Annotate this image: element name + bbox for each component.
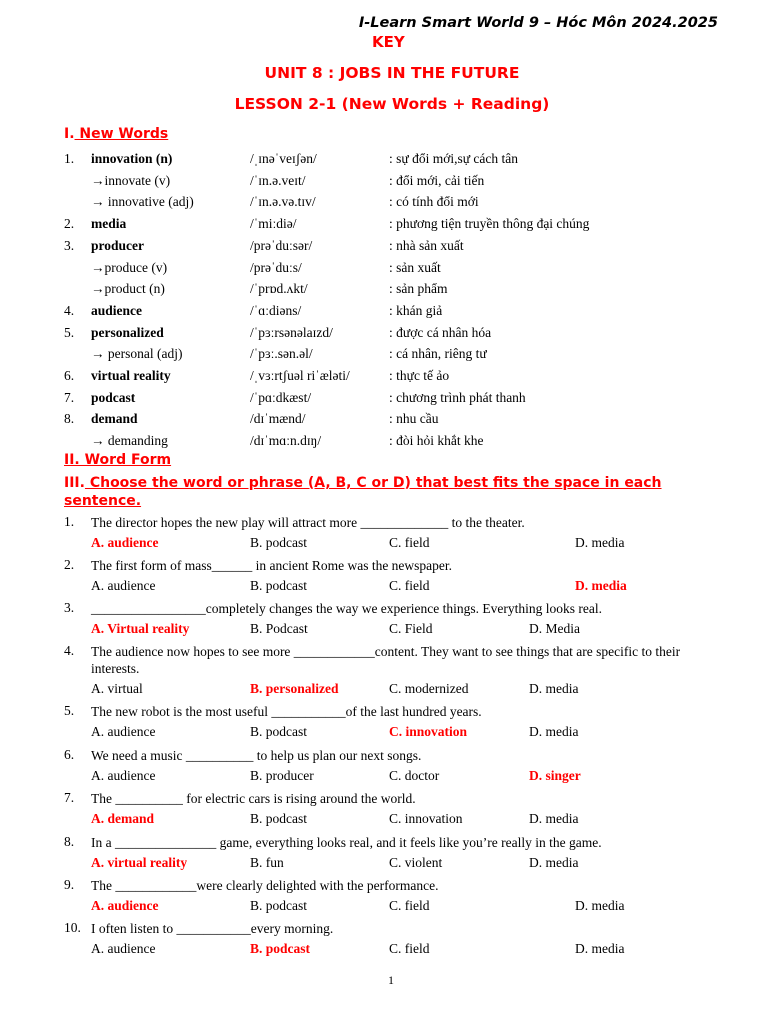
answer-option: C. modernized (389, 681, 469, 696)
answer-options (0, 768, 768, 788)
vocab-ipa: /ˈpɜː.sən.əl/ (250, 346, 313, 362)
question-number: 7. (64, 790, 75, 805)
vocab-row (0, 300, 768, 321)
vocab-meaning: : được cá nhân hóa (389, 324, 492, 340)
vocab-number: 3. (64, 237, 75, 253)
answer-options (0, 578, 768, 598)
section-number: III. (64, 475, 85, 491)
vocab-word-text: podcast (91, 389, 136, 405)
vocab-meaning: : nhà sản xuất (389, 237, 464, 253)
vocab-word-text: demand (91, 411, 138, 427)
vocab-meaning: : khán giả (389, 302, 443, 318)
correct-answer-option: A. virtual reality (91, 855, 188, 870)
question-text: The audience now hopes to see more ____________content. They want to see things that are specific to their interests. (91, 644, 681, 676)
answer-option: C. field (389, 941, 430, 956)
answer-option: D. media (529, 681, 579, 696)
answer-option: A. audience (91, 941, 156, 956)
question-number: 8. (64, 834, 75, 849)
vocab-meaning: : sự đổi mới,sự cách tân (389, 151, 519, 166)
answer-option: B. podcast (250, 811, 307, 826)
vocab-meaning: : phương tiện truyền thông đại chúng (389, 216, 590, 232)
answer-options (0, 724, 768, 744)
vocab-word-text: innovation (n) (91, 151, 173, 166)
vocab-word-text: demanding (104, 433, 168, 449)
vocab-word (91, 191, 194, 212)
vocab-word-text: media (91, 216, 127, 232)
question-text: The ____________were clearly delighted with the performance. (91, 878, 439, 893)
vocab-ipa: /ˌvɜːrtʃuəl riˈæləti/ (250, 368, 350, 383)
key-label: KEY (372, 33, 405, 51)
question-text: _________________completely changes the way we experience things. Everything looks real. (91, 601, 602, 616)
vocab-word-text: virtual reality (91, 368, 171, 383)
vocab-meaning: : có tính đổi mới (389, 194, 479, 210)
answer-option: B. podcast (250, 578, 307, 593)
answer-option: C. doctor (389, 768, 440, 783)
question-number: 3. (64, 600, 75, 615)
answer-option: B. producer (250, 768, 314, 783)
answer-options (0, 811, 768, 831)
question-text: In a _______________ game, everything looks real, and it feels like you’re really in the game. (91, 835, 602, 850)
answer-option: D. media (529, 855, 579, 870)
answer-option: B. podcast (250, 535, 307, 550)
vocab-word (91, 430, 168, 451)
vocab-row (0, 235, 768, 256)
arrow-icon: → (91, 259, 105, 275)
vocab-number: 6. (64, 368, 75, 383)
vocab-number: 1. (64, 151, 75, 166)
vocab-row (0, 278, 768, 299)
document-header: I-Learn Smart World 9 – Hóc Môn 2024.2025 (358, 15, 718, 31)
vocab-word (91, 148, 172, 169)
answer-option: B. podcast (250, 724, 307, 739)
vocab-word (91, 300, 142, 321)
vocab-row (0, 430, 768, 451)
answer-options (0, 621, 768, 641)
vocab-ipa: /prəˈduːsər/ (250, 237, 313, 253)
answer-options (0, 898, 768, 918)
correct-answer-option: D. media (575, 578, 627, 593)
vocab-word-text: product (n) (104, 281, 165, 297)
question-text: The __________ for electric cars is rising around the world. (91, 791, 416, 806)
vocab-ipa: /ˈpɜːrsənəlaɪzd/ (250, 324, 333, 340)
correct-answer-option: A. audience (91, 898, 159, 913)
unit-title: UNIT 8 : JOBS IN THE FUTURE (264, 64, 520, 82)
answer-option: D. media (575, 898, 625, 913)
correct-answer-option: A. audience (91, 535, 159, 550)
vocab-number: 5. (64, 324, 75, 340)
question-text: We need a music __________ to help us plan our next songs. (91, 748, 422, 763)
answer-option: D. media (575, 535, 625, 550)
vocab-word (91, 235, 144, 256)
vocab-row (0, 191, 768, 212)
question-number: 6. (64, 747, 75, 762)
vocab-word (91, 170, 170, 191)
question-text: The director hopes the new play will attract more _____________ to the theater. (91, 515, 525, 530)
vocab-row (0, 322, 768, 343)
section-choose (64, 474, 724, 510)
answer-option: D. Media (529, 621, 580, 636)
vocab-ipa: /ˈɑːdiəns/ (250, 302, 302, 318)
section-title: New Words (74, 126, 169, 142)
vocab-word-text: personal (adj) (104, 346, 183, 362)
answer-option: C. violent (389, 855, 443, 870)
answer-option: B. podcast (250, 898, 307, 913)
vocab-meaning: : đòi hỏi khắt khe (389, 433, 484, 449)
question-number: 5. (64, 703, 75, 718)
vocab-ipa: /ˈpɑːdkæst/ (250, 389, 312, 405)
answer-option: C. Field (389, 621, 433, 636)
question-text: The new robot is the most useful ___________of the last hundred years. (91, 704, 482, 719)
arrow-icon: → (91, 433, 105, 449)
vocab-word-text: audience (91, 302, 143, 318)
vocab-word (91, 408, 138, 429)
vocab-ipa: /dɪˈmænd/ (250, 411, 306, 427)
vocab-word-text: producer (91, 237, 144, 253)
answer-option: B. Podcast (250, 621, 308, 636)
question-text: The first form of mass______ in ancient Rome was the newspaper. (91, 558, 453, 573)
vocab-number: 2. (64, 216, 75, 232)
section-new-words (64, 126, 168, 142)
answer-option: B. fun (250, 855, 284, 870)
vocab-number: 7. (64, 389, 75, 405)
answer-options (0, 535, 768, 555)
vocab-row (0, 365, 768, 386)
correct-answer-option: A. Virtual reality (91, 621, 190, 636)
question-number: 10. (64, 920, 81, 935)
page-number: 1 (388, 973, 394, 987)
lesson-title: LESSON 2-1 (New Words + Reading) (234, 95, 550, 113)
vocab-meaning: : sản xuất (389, 259, 441, 275)
vocab-word-text: innovative (adj) (104, 194, 194, 210)
vocab-row (0, 387, 768, 408)
correct-answer-option: B. podcast (250, 941, 311, 956)
vocab-word (91, 387, 135, 408)
vocab-ipa: /ˈɪn.ə.veɪt/ (250, 172, 306, 188)
vocab-word (91, 322, 164, 343)
question-number: 1. (64, 514, 75, 529)
question-text: I often listen to ___________every morning. (91, 921, 334, 936)
answer-option: A. audience (91, 578, 156, 593)
section-title: Choose the word or phrase (A, B, C or D) that best fits the space in each sentence. (64, 475, 662, 509)
arrow-icon: → (91, 194, 105, 210)
vocab-row (0, 408, 768, 429)
answer-option: C. innovation (389, 811, 463, 826)
answer-option: A. virtual (91, 681, 143, 696)
vocab-meaning: : sản phẩm (389, 281, 448, 297)
answer-option: D. media (529, 724, 579, 739)
question-number: 9. (64, 877, 75, 892)
arrow-icon: → (91, 281, 105, 297)
answer-options (0, 681, 768, 701)
correct-answer-option: C. innovation (389, 724, 468, 739)
correct-answer-option: B. personalized (250, 681, 339, 696)
answer-options (0, 855, 768, 875)
arrow-icon: → (91, 172, 105, 188)
vocab-number: 8. (64, 411, 75, 427)
vocab-ipa: /ˌɪnəˈveɪʃən/ (250, 151, 317, 166)
question-number: 4. (64, 643, 75, 658)
question-number: 2. (64, 557, 75, 572)
answer-options (0, 941, 768, 961)
vocab-meaning: : cá nhân, riêng tư (389, 346, 487, 362)
vocab-word (91, 257, 167, 278)
vocab-row (0, 148, 768, 169)
correct-answer-option: D. singer (529, 768, 581, 783)
vocab-row (0, 343, 768, 364)
vocab-meaning: : chương trình phát thanh (389, 389, 526, 405)
arrow-icon: → (91, 346, 105, 362)
vocab-row (0, 170, 768, 191)
vocab-meaning: : thực tế ảo (389, 368, 450, 383)
vocab-ipa: /ˈɪn.ə.və.tɪv/ (250, 194, 316, 210)
vocab-ipa: /ˈmiːdiə/ (250, 216, 297, 232)
vocab-word-text: personalized (91, 324, 164, 340)
vocab-ipa: /dɪˈmɑːn.dɪŋ/ (250, 433, 322, 449)
vocab-meaning: : nhu cầu (389, 411, 439, 427)
vocab-row (0, 213, 768, 234)
vocab-ipa: /prəˈduːs/ (250, 259, 302, 275)
answer-option: C. field (389, 535, 430, 550)
vocab-word (91, 343, 182, 364)
answer-option: D. media (575, 941, 625, 956)
vocab-word-text: produce (v) (104, 259, 168, 275)
answer-option: A. audience (91, 768, 156, 783)
vocab-word (91, 365, 171, 386)
answer-option: C. field (389, 898, 430, 913)
vocab-row (0, 257, 768, 278)
answer-option: C. field (389, 578, 430, 593)
answer-option: D. media (529, 811, 579, 826)
section-number: I. (64, 126, 75, 142)
vocab-word (91, 213, 126, 234)
answer-option: A. audience (91, 724, 156, 739)
correct-answer-option: A. demand (91, 811, 155, 826)
section-word-form: II. Word Form (64, 452, 172, 468)
vocab-word (91, 278, 165, 299)
vocab-number: 4. (64, 302, 75, 318)
vocab-ipa: /ˈprɒd.ʌkt/ (250, 281, 308, 297)
vocab-meaning: : đổi mới, cải tiến (389, 172, 485, 188)
vocab-word-text: innovate (v) (104, 172, 171, 188)
